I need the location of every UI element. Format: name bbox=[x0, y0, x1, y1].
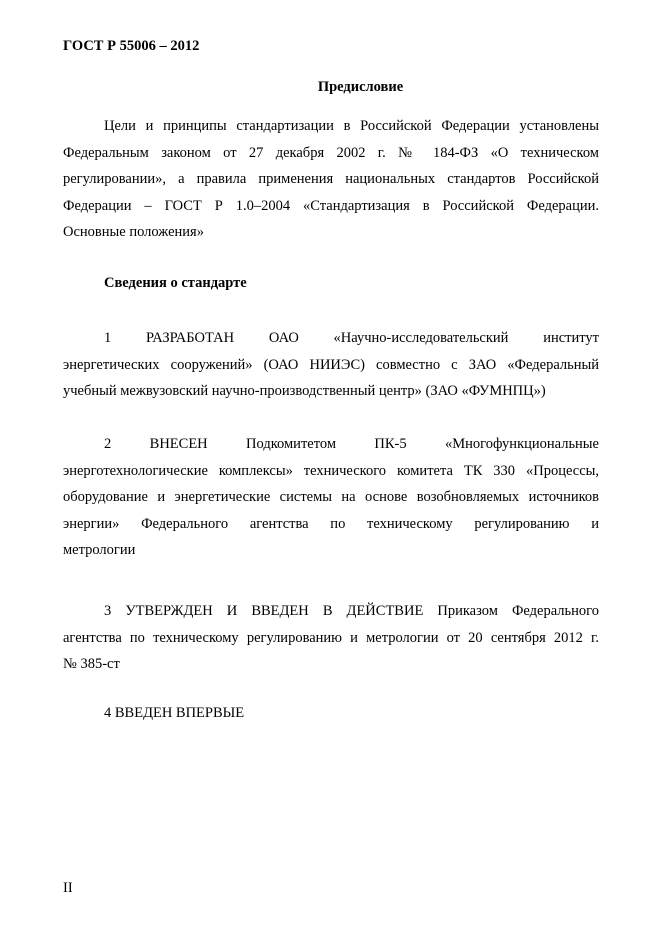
preface-line-1: Цели и принципы стандартизации в Российской Федерации установлены bbox=[104, 118, 599, 134]
item-2-paragraph bbox=[63, 431, 599, 564]
preface-title: Предисловие bbox=[317, 79, 404, 95]
item-1-line-1: 1 РАЗРАБОТАН ОАО «Научно-исследовательский институт bbox=[104, 330, 599, 346]
item-4-paragraph bbox=[63, 700, 599, 727]
item-2-line-5: метрологии bbox=[63, 542, 136, 558]
preface-line-3: регулировании», а правила применения национальных стандартов Российской bbox=[63, 171, 599, 187]
preface-line-4: Федерации – ГОСТ Р 1.0–2004 «Стандартизация в Российской Федерации. bbox=[63, 197, 599, 214]
item-3-line-2: агентства по техническому регулированию и метрологии от 20 сентября 2012 г. bbox=[63, 629, 599, 646]
page-number: II bbox=[63, 880, 73, 896]
preface-line-2: Федеральным законом от 27 декабря 2002 г. № 184-ФЗ «О техническом bbox=[63, 144, 599, 161]
item-2-line-2: энерготехнологические комплексы» технического комитета ТК 330 «Процессы, bbox=[63, 462, 599, 479]
item-2-line-4: энергии» Федерального агентства по техническому регулированию и bbox=[63, 515, 599, 532]
preface-paragraph bbox=[63, 113, 599, 246]
item-3-line-1: 3 УТВЕРЖДЕН И ВВЕДЕН В ДЕЙСТВИЕ Приказом Федерального bbox=[104, 603, 599, 619]
item-1-line-3: учебный межвузовский научно-производственный центр» (ЗАО «ФУМНПЦ») bbox=[63, 383, 546, 399]
item-4-line-1: 4 ВВЕДЕН ВПЕРВЫЕ bbox=[104, 705, 245, 721]
preface-line-5: Основные положения» bbox=[63, 224, 204, 240]
standard-code-header: ГОСТ Р 55006 – 2012 bbox=[63, 38, 200, 54]
item-1-line-2: энергетических сооружений» (ОАО НИИЭС) совместно с ЗАО «Федеральный bbox=[63, 356, 599, 373]
item-2-line-3: оборудование и энергетические системы на основе возобновляемых источников bbox=[63, 489, 599, 505]
item-2-line-1: 2 ВНЕСЕН Подкомитетом ПК-5 «Многофункциональные bbox=[104, 436, 599, 452]
item-3-line-3: № 385-ст bbox=[63, 656, 120, 672]
standard-info-title: Сведения о стандарте bbox=[104, 275, 247, 291]
item-3-paragraph bbox=[63, 598, 599, 678]
item-1-paragraph bbox=[63, 325, 599, 405]
